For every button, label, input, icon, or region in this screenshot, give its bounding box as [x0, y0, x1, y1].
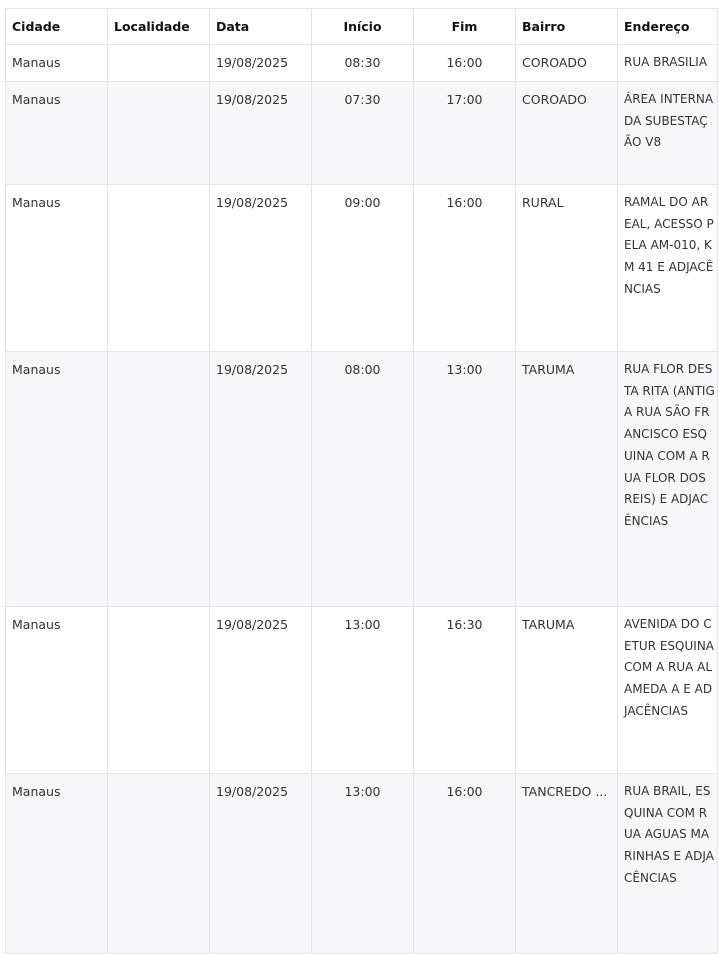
cell-fim: 17:00 [414, 82, 516, 185]
cell-cidade: Manaus [6, 607, 108, 774]
table-row [6, 352, 718, 607]
schedule-table-container [5, 8, 718, 954]
cell-cidade: Manaus [6, 774, 108, 954]
cell-localidade [108, 82, 210, 185]
cell-endereco: RUA BRASILIA [618, 45, 718, 82]
cell-bairro: TANCREDO ... [516, 774, 618, 954]
cell-bairro: TARUMA [516, 607, 618, 774]
cell-cidade: Manaus [6, 352, 108, 607]
schedule-table [5, 8, 718, 954]
cell-inicio: 13:00 [312, 774, 414, 954]
cell-data: 19/08/2025 [210, 352, 312, 607]
table-header [6, 9, 718, 45]
cell-endereco: RUA FLOR DESTA RITA (ANTIGA RUA SÃO FRANCISCO ESQUINA COM A RUA FLOR DOS REIS) E ADJACÊNCIAS [618, 352, 718, 607]
header-endereco[interactable]: Endereço [618, 9, 718, 45]
cell-data: 19/08/2025 [210, 185, 312, 352]
cell-endereco: RUA BRAIL, ESQUINA COM RUA AGUAS MARINHAS E ADJACÊNCIAS [618, 774, 718, 954]
cell-inicio: 13:00 [312, 607, 414, 774]
cell-inicio: 09:00 [312, 185, 414, 352]
cell-fim: 16:00 [414, 774, 516, 954]
cell-endereco: AVENIDA DO CETUR ESQUINA COM A RUA ALAMEDA A E ADJACÊNCIAS [618, 607, 718, 774]
cell-localidade [108, 185, 210, 352]
cell-inicio: 08:00 [312, 352, 414, 607]
header-inicio[interactable]: Início [312, 9, 414, 45]
cell-data: 19/08/2025 [210, 45, 312, 82]
cell-localidade [108, 774, 210, 954]
cell-fim: 16:30 [414, 607, 516, 774]
cell-fim: 16:00 [414, 185, 516, 352]
cell-inicio: 08:30 [312, 45, 414, 82]
table-row [6, 45, 718, 82]
table-row [6, 774, 718, 954]
cell-cidade: Manaus [6, 45, 108, 82]
cell-localidade [108, 45, 210, 82]
header-cidade[interactable]: Cidade [6, 9, 108, 45]
header-fim[interactable]: Fim [414, 9, 516, 45]
table-row [6, 185, 718, 352]
cell-localidade [108, 607, 210, 774]
cell-endereco: RAMAL DO AREAL, ACESSO PELA AM-010, KM 41 E ADJACÊNCIAS [618, 185, 718, 352]
header-row [6, 9, 718, 45]
cell-cidade: Manaus [6, 185, 108, 352]
cell-inicio: 07:30 [312, 82, 414, 185]
table-body [6, 45, 718, 954]
table-row [6, 82, 718, 185]
header-localidade[interactable]: Localidade [108, 9, 210, 45]
header-bairro[interactable]: Bairro [516, 9, 618, 45]
cell-localidade [108, 352, 210, 607]
cell-bairro: COROADO [516, 45, 618, 82]
cell-data: 19/08/2025 [210, 774, 312, 954]
cell-cidade: Manaus [6, 82, 108, 185]
header-data[interactable]: Data [210, 9, 312, 45]
cell-data: 19/08/2025 [210, 607, 312, 774]
cell-bairro: RURAL [516, 185, 618, 352]
cell-data: 19/08/2025 [210, 82, 312, 185]
table-row [6, 607, 718, 774]
cell-endereco: ÁREA INTERNA DA SUBESTAÇÃO V8 [618, 82, 718, 185]
cell-fim: 16:00 [414, 45, 516, 82]
cell-fim: 13:00 [414, 352, 516, 607]
cell-bairro: TARUMA [516, 352, 618, 607]
cell-bairro: COROADO [516, 82, 618, 185]
